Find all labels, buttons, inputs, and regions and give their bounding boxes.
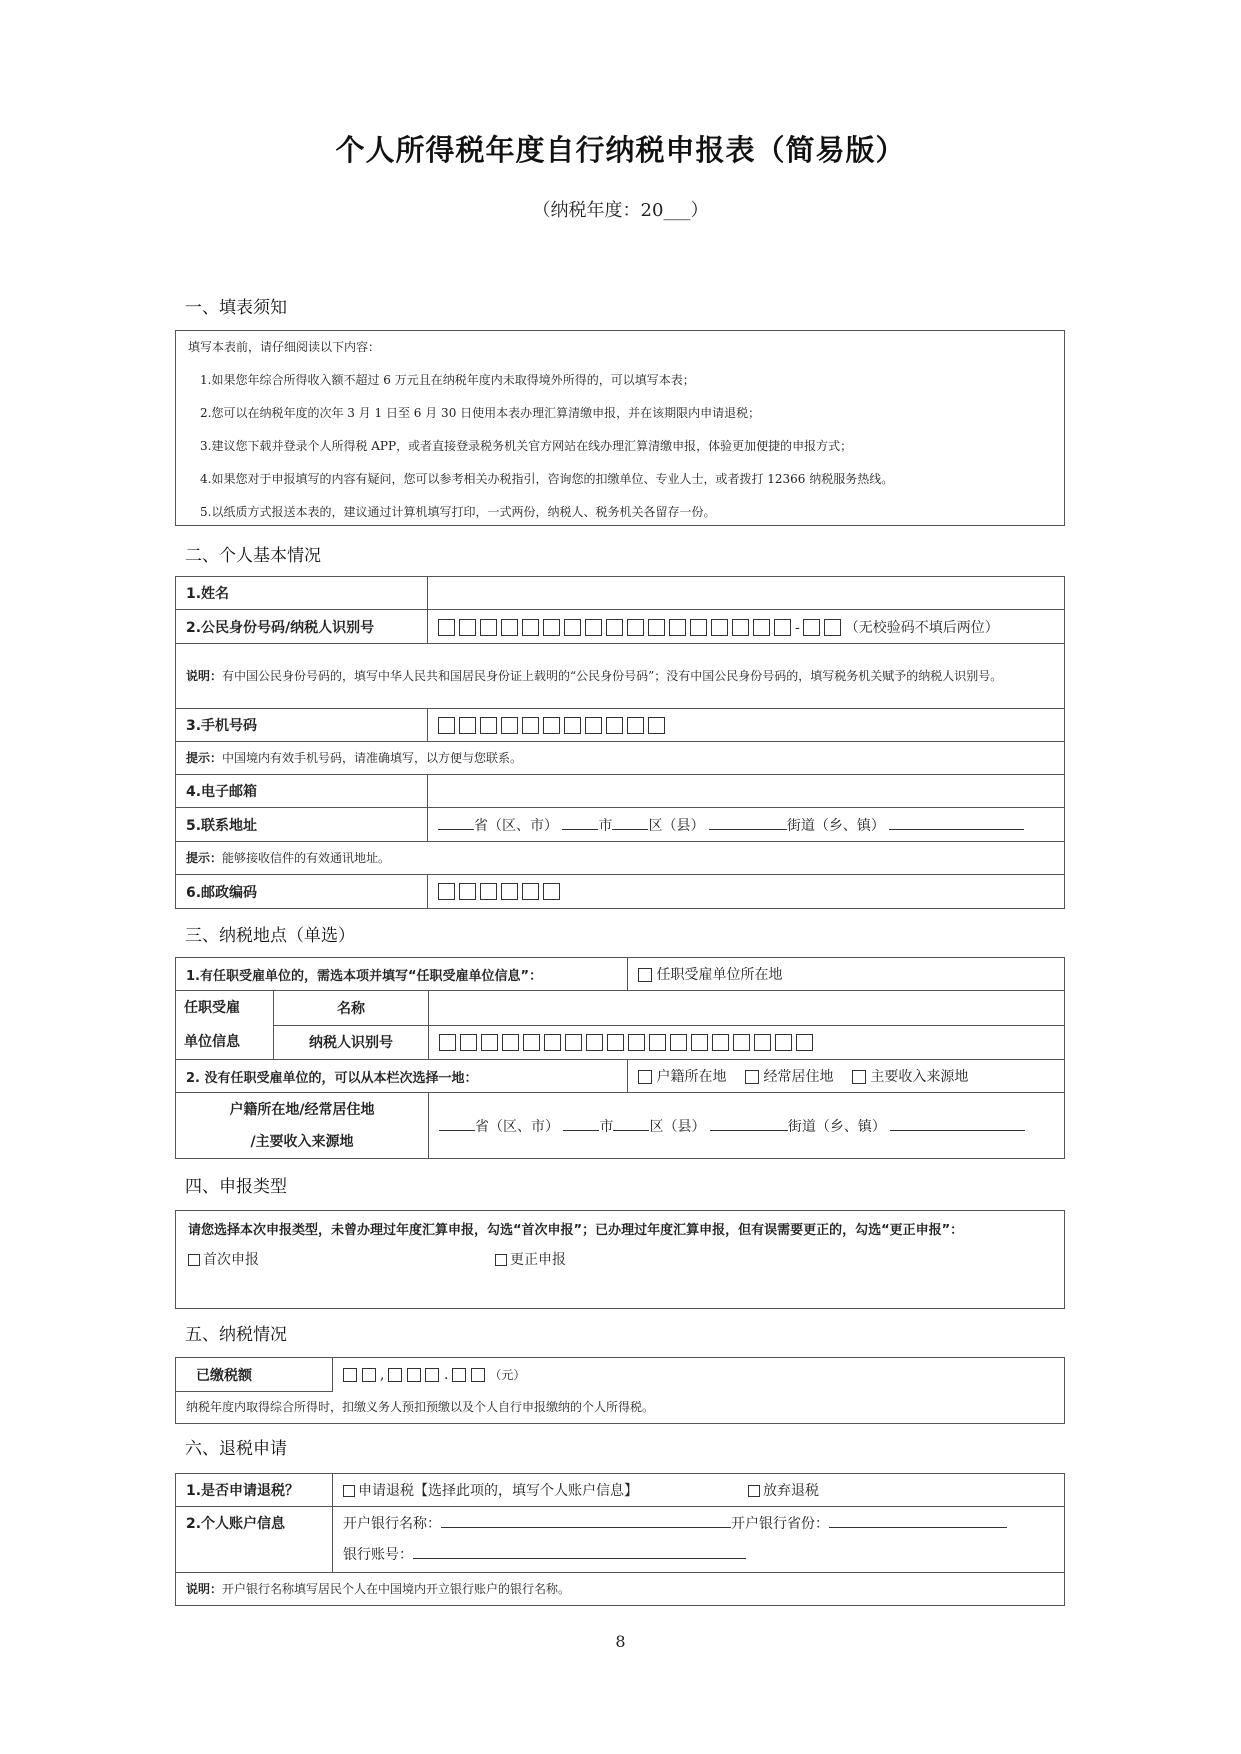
checkbox-apply-refund[interactable] — [343, 1485, 355, 1497]
tax-paid-field[interactable] — [333, 1358, 1065, 1392]
instruction-item: 1.如果您年综合所得收入额不超过 6 万元且在纳税年度内未取得境外所得的，可以填写本表； — [200, 373, 695, 387]
digit-box[interactable] — [648, 619, 665, 636]
bank-name-field[interactable] — [441, 1513, 731, 1528]
digit-box[interactable] — [585, 717, 602, 734]
location-label-line1: 户籍所在地/经常居住地 — [229, 1101, 375, 1118]
section-heading-filing-type: 四、申报类型 — [185, 1177, 287, 1197]
digit-box[interactable] — [670, 1034, 687, 1051]
employer-tin-field[interactable] — [429, 1025, 1065, 1060]
employed-option-label: 1.有任职受雇单位的，需选本项并填写“任职受雇单位信息”： — [176, 958, 628, 991]
name-field[interactable] — [428, 577, 1065, 610]
bank-name-label: 开户银行名称： — [343, 1515, 441, 1532]
id-dash: - — [795, 619, 800, 636]
digit-box[interactable] — [711, 619, 728, 636]
account-info-label: 2.个人账户信息 — [176, 1507, 333, 1573]
digit-box[interactable] — [691, 1034, 708, 1051]
tax-year-subtitle: （纳税年度：20___） — [532, 200, 709, 221]
refund-table — [175, 1473, 1065, 1606]
address-label: 5.联系地址 — [176, 808, 428, 842]
digit-box[interactable] — [543, 619, 560, 636]
account-number-label: 银行账号： — [343, 1546, 413, 1563]
digit-box[interactable] — [585, 619, 602, 636]
option-first-filing: 首次申报 — [203, 1252, 259, 1268]
instruction-item: 5.以纸质方式报送本表的，建议通过计算机填写打印，一式两份，纳税人、税务机关各留存一份。 — [200, 505, 716, 519]
phone-boxes[interactable] — [438, 717, 669, 733]
digit-box[interactable] — [732, 619, 749, 636]
filing-type-box — [175, 1210, 1065, 1309]
postal-code-boxes[interactable] — [438, 884, 564, 900]
instruction-item: 2.您可以在纳税年度的次年 3 月 1 日至 6 月 30 日使用本表办理汇算清缴申报，并在该期限内申请退税； — [200, 406, 761, 420]
checkbox-habitual-residence[interactable] — [745, 1070, 759, 1084]
id-number-boxes[interactable] — [438, 620, 795, 636]
account-info-fields — [333, 1507, 1065, 1573]
digit-box[interactable] — [824, 619, 841, 636]
tax-paid-label: 已缴税额 — [176, 1358, 333, 1392]
digit-box[interactable] — [774, 619, 791, 636]
digit-box[interactable] — [543, 717, 560, 734]
checkbox-correction-filing[interactable] — [495, 1254, 507, 1266]
instruction-item: 3.建议您下载并登录个人所得税 APP，或者直接登录税务机关官方网站在线办理汇算清缴申报，体验更加便捷的申报方式； — [200, 439, 853, 453]
digit-box[interactable] — [754, 1034, 771, 1051]
address-note-text: 能够接收信件的有效通讯地址。 — [222, 850, 391, 865]
digit-box[interactable] — [438, 883, 455, 900]
digit-box[interactable] — [501, 717, 518, 734]
account-number-field[interactable] — [413, 1544, 746, 1559]
employer-location-option[interactable] — [628, 958, 1065, 991]
section-heading-refund: 六、退税申请 — [185, 1439, 287, 1459]
employer-tin-label: 纳税人识别号 — [274, 1025, 429, 1060]
email-label: 4.电子邮箱 — [176, 775, 428, 808]
city-unit: 市 — [598, 817, 613, 834]
id-number-label: 2.公民身份号码/纳税人识别号 — [176, 610, 428, 644]
digit-box[interactable] — [522, 619, 539, 636]
form-title: 个人所得税年度自行纳税申报表（简易版） — [335, 133, 906, 167]
currency-unit: （元） — [489, 1368, 526, 1383]
page-number: 8 — [615, 1632, 626, 1651]
id-note-text: 有中国公民身份号码的，填写中华人民共和国居民身份证上载明的“公民身份号码”；没有中国公民身份号码的，填写税务机关赋予的纳税人识别号。 — [222, 668, 1003, 683]
digit-box[interactable] — [690, 619, 707, 636]
digit-box[interactable] — [522, 883, 539, 900]
digit-box[interactable] — [459, 883, 476, 900]
checkbox-waive-refund[interactable] — [748, 1485, 760, 1497]
digit-box[interactable] — [649, 1034, 666, 1051]
checkbox-household-registration[interactable] — [638, 1070, 652, 1084]
tax-paid-table — [175, 1357, 1065, 1424]
digit-box[interactable] — [628, 1034, 645, 1051]
phone-field[interactable] — [428, 709, 1065, 742]
province-blank[interactable] — [438, 815, 474, 830]
phone-note-text: 中国境内有效手机号码，请准确填写，以方便与您联系。 — [222, 750, 523, 765]
checkbox[interactable] — [638, 968, 652, 982]
digit-box[interactable] — [459, 717, 476, 734]
employer-info-label — [176, 991, 274, 1060]
option-apply-refund: 申请退税【选择此项的，填写个人账户信息】 — [358, 1483, 638, 1499]
id-note — [176, 644, 1065, 709]
id-check-digit-boxes[interactable] — [803, 620, 845, 636]
location-address-label — [176, 1093, 429, 1159]
digit-box[interactable] — [388, 1368, 402, 1382]
digit-box[interactable] — [775, 1034, 792, 1051]
thousands-separator: , — [380, 1367, 385, 1384]
digit-box[interactable] — [648, 717, 665, 734]
employer-name-field[interactable] — [429, 991, 1065, 1026]
digit-box[interactable] — [407, 1368, 421, 1382]
digit-box[interactable] — [669, 619, 686, 636]
note-prefix: 说明： — [186, 668, 223, 683]
instructions-intro: 填写本表前，请仔细阅读以下内容： — [188, 340, 381, 354]
digit-box[interactable] — [480, 717, 497, 734]
employer-info-label-line2: 单位信息 — [184, 1034, 240, 1050]
street-blank[interactable] — [710, 1116, 788, 1131]
option-habitual-residence: 经常居住地 — [763, 1069, 834, 1085]
employer-tin-boxes[interactable] — [439, 1034, 817, 1050]
district-unit: 区（县） — [649, 1118, 706, 1135]
name-label: 1.姓名 — [176, 577, 428, 610]
digit-box[interactable] — [586, 1034, 603, 1051]
bank-province-label: 开户银行省份： — [731, 1515, 829, 1532]
instructions-box — [175, 330, 1065, 526]
digit-box[interactable] — [522, 717, 539, 734]
digit-box[interactable] — [501, 619, 518, 636]
digit-box[interactable] — [460, 1034, 477, 1051]
employer-name-label: 名称 — [274, 991, 429, 1026]
digit-box[interactable] — [606, 717, 623, 734]
detail-address-blank[interactable] — [890, 1116, 1025, 1131]
city-blank[interactable] — [562, 815, 598, 830]
employer-location-text: 任职受雇单位所在地 — [656, 967, 783, 983]
note-prefix: 提示： — [186, 750, 223, 765]
digit-box[interactable] — [438, 717, 455, 734]
phone-note — [176, 742, 1065, 775]
postal-code-field[interactable] — [428, 875, 1065, 909]
refund-options — [333, 1474, 1065, 1507]
digit-box[interactable] — [803, 619, 820, 636]
option-correction-filing: 更正申报 — [510, 1252, 566, 1268]
note-prefix: 说明： — [186, 1581, 223, 1596]
refund-note — [176, 1573, 1065, 1606]
option-household-registration: 户籍所在地 — [656, 1069, 727, 1085]
instruction-item: 4.如果您对于申报填写的内容有疑问，您可以参考相关办税指引，咨询您的扣缴单位、专业人士，或者拨打 12366 纳税服务热线。 — [200, 472, 894, 486]
location-address-field[interactable] — [429, 1093, 1065, 1159]
refund-question-label: 1.是否申请退税？ — [176, 1474, 333, 1507]
filing-type-instruction: 请您选择本次申报类型，未曾办理过年度汇算申报，勾选“首次申报”；已办理过年度汇算申报，但有误需要更正的，勾选“更正申报”： — [188, 1223, 964, 1238]
location-options — [628, 1060, 1065, 1093]
section-heading-tax-paid: 五、纳税情况 — [185, 1325, 287, 1345]
location-label-line2: /主要收入来源地 — [250, 1133, 354, 1150]
district-blank[interactable] — [613, 1116, 649, 1131]
id-number-field[interactable] — [428, 610, 1065, 644]
employer-info-label-line1: 任职受雇 — [184, 1000, 240, 1016]
district-blank[interactable] — [612, 815, 648, 830]
refund-note-text: 开户银行名称填写居民个人在中国境内开立银行账户的银行名称。 — [222, 1581, 571, 1596]
section-heading-basic-info: 二、个人基本情况 — [185, 546, 321, 566]
digit-box[interactable] — [565, 1034, 582, 1051]
digit-box[interactable] — [627, 717, 644, 734]
note-prefix: 提示： — [186, 850, 223, 865]
digit-box[interactable] — [564, 717, 581, 734]
tax-paid-note: 纳税年度内取得综合所得时，扣缴义务人预扣预缴以及个人自行申报缴纳的个人所得税。 — [176, 1392, 1065, 1424]
phone-label: 3.手机号码 — [176, 709, 428, 742]
digit-box[interactable] — [564, 619, 581, 636]
address-field[interactable] — [428, 808, 1065, 842]
digit-box[interactable] — [543, 883, 560, 900]
digit-box[interactable] — [452, 1368, 466, 1382]
option-waive-refund: 放弃退税 — [763, 1483, 819, 1499]
city-unit: 市 — [599, 1118, 614, 1135]
digit-box[interactable] — [544, 1034, 561, 1051]
digit-box[interactable] — [438, 619, 455, 636]
digit-box[interactable] — [459, 619, 476, 636]
digit-box[interactable] — [712, 1034, 729, 1051]
digit-box[interactable] — [606, 619, 623, 636]
filing-type-options — [188, 1246, 1052, 1274]
option-main-income-source: 主要收入来源地 — [870, 1069, 969, 1085]
digit-box[interactable] — [501, 883, 518, 900]
checkbox-main-income-source[interactable] — [852, 1070, 866, 1084]
street-blank[interactable] — [709, 815, 787, 830]
section-heading-tax-location: 三、纳税地点（单选） — [185, 926, 355, 946]
digit-box[interactable] — [733, 1034, 750, 1051]
digit-box[interactable] — [480, 883, 497, 900]
tax-location-table — [175, 957, 1065, 1159]
digit-box[interactable] — [502, 1034, 519, 1051]
digit-box[interactable] — [343, 1368, 357, 1382]
digit-box[interactable] — [607, 1034, 624, 1051]
postal-code-label: 6.邮政编码 — [176, 875, 428, 909]
digit-box[interactable] — [362, 1368, 376, 1382]
province-unit: 省（区、市） — [474, 817, 558, 834]
id-hint: （无校验码不填后两位） — [844, 619, 999, 636]
digit-box[interactable] — [425, 1368, 439, 1382]
digit-box[interactable] — [523, 1034, 540, 1051]
district-unit: 区（县） — [648, 817, 705, 834]
digit-box[interactable] — [439, 1034, 456, 1051]
digit-box[interactable] — [471, 1368, 485, 1382]
unemployed-option-label: 2. 没有任职受雇单位的，可以从本栏次选择一地： — [176, 1060, 628, 1093]
city-blank[interactable] — [563, 1116, 599, 1131]
bank-province-field[interactable] — [829, 1513, 1007, 1528]
decimal-point: . — [443, 1367, 449, 1384]
detail-address-blank[interactable] — [889, 815, 1024, 830]
digit-box[interactable] — [481, 1034, 498, 1051]
province-blank[interactable] — [439, 1116, 475, 1131]
digit-box[interactable] — [480, 619, 497, 636]
digit-box[interactable] — [627, 619, 644, 636]
checkbox-first-filing[interactable] — [188, 1254, 200, 1266]
section-heading-instructions: 一、填表须知 — [185, 298, 287, 318]
basic-info-table — [175, 576, 1065, 909]
digit-box[interactable] — [753, 619, 770, 636]
street-unit: 街道（乡、镇） — [787, 1118, 886, 1135]
address-note — [176, 842, 1065, 875]
digit-box[interactable] — [796, 1034, 813, 1051]
email-field[interactable] — [428, 775, 1065, 808]
province-unit: 省（区、市） — [475, 1118, 559, 1135]
street-unit: 街道（乡、镇） — [786, 817, 885, 834]
